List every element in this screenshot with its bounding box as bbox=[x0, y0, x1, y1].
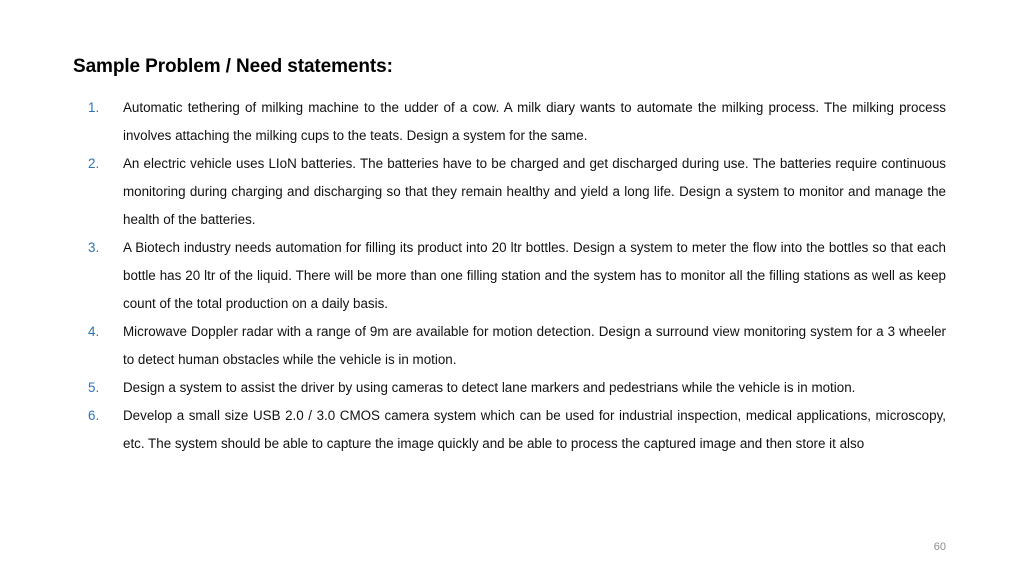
list-item bbox=[88, 374, 946, 402]
list-item bbox=[88, 234, 946, 318]
list-item-text: Automatic tethering of milking machine to the udder of a cow. A milk diary wants to automate the milking process. The milking process involves attaching the milking cups to the teats. Design a system for the same. bbox=[123, 100, 946, 143]
list-item-text: A Biotech industry needs automation for filling its product into 20 ltr bottles. Design a system to meter the flow into the bottles so that each bottle has 20 ltr of the liquid. There will be more than one filling station and the system has to monitor all the filling stations as well as keep count of the total production on a daily basis. bbox=[123, 240, 946, 311]
list-item-text: Microwave Doppler radar with a range of 9m are available for motion detection. Design a surround view monitoring system for a 3 wheeler to detect human obstacles while the vehicle is in motion. bbox=[123, 324, 946, 367]
list-item bbox=[88, 94, 946, 150]
list-item-text: Develop a small size USB 2.0 / 3.0 CMOS camera system which can be used for industrial inspection, medical applications, microscopy, etc. The system should be able to capture the image quickly and be able to process the captured image and then store it also bbox=[123, 408, 946, 451]
list-item-number: 4. bbox=[88, 324, 100, 339]
list-item bbox=[88, 150, 946, 234]
list-item bbox=[88, 402, 946, 458]
page-number: 60 bbox=[933, 541, 946, 553]
need-statements-list bbox=[88, 94, 946, 458]
list-item-number: 2. bbox=[88, 156, 100, 171]
list-item-number: 1. bbox=[88, 100, 100, 115]
slide-title: Sample Problem / Need statements: bbox=[73, 56, 393, 77]
list-item-number: 5. bbox=[88, 380, 100, 395]
list-item bbox=[88, 318, 946, 374]
list-item-number: 3. bbox=[88, 240, 100, 255]
list-item-number: 6. bbox=[88, 408, 100, 423]
list-item-text: Design a system to assist the driver by using cameras to detect lane markers and pedestrians while the vehicle is in motion. bbox=[123, 380, 856, 395]
list-item-text: An electric vehicle uses LIoN batteries. The batteries have to be charged and get discharged during use. The batteries require continuous monitoring during charging and discharging so that they remain healthy and yield a long life. Design a system to monitor and manage the health of the batteries. bbox=[123, 156, 946, 227]
